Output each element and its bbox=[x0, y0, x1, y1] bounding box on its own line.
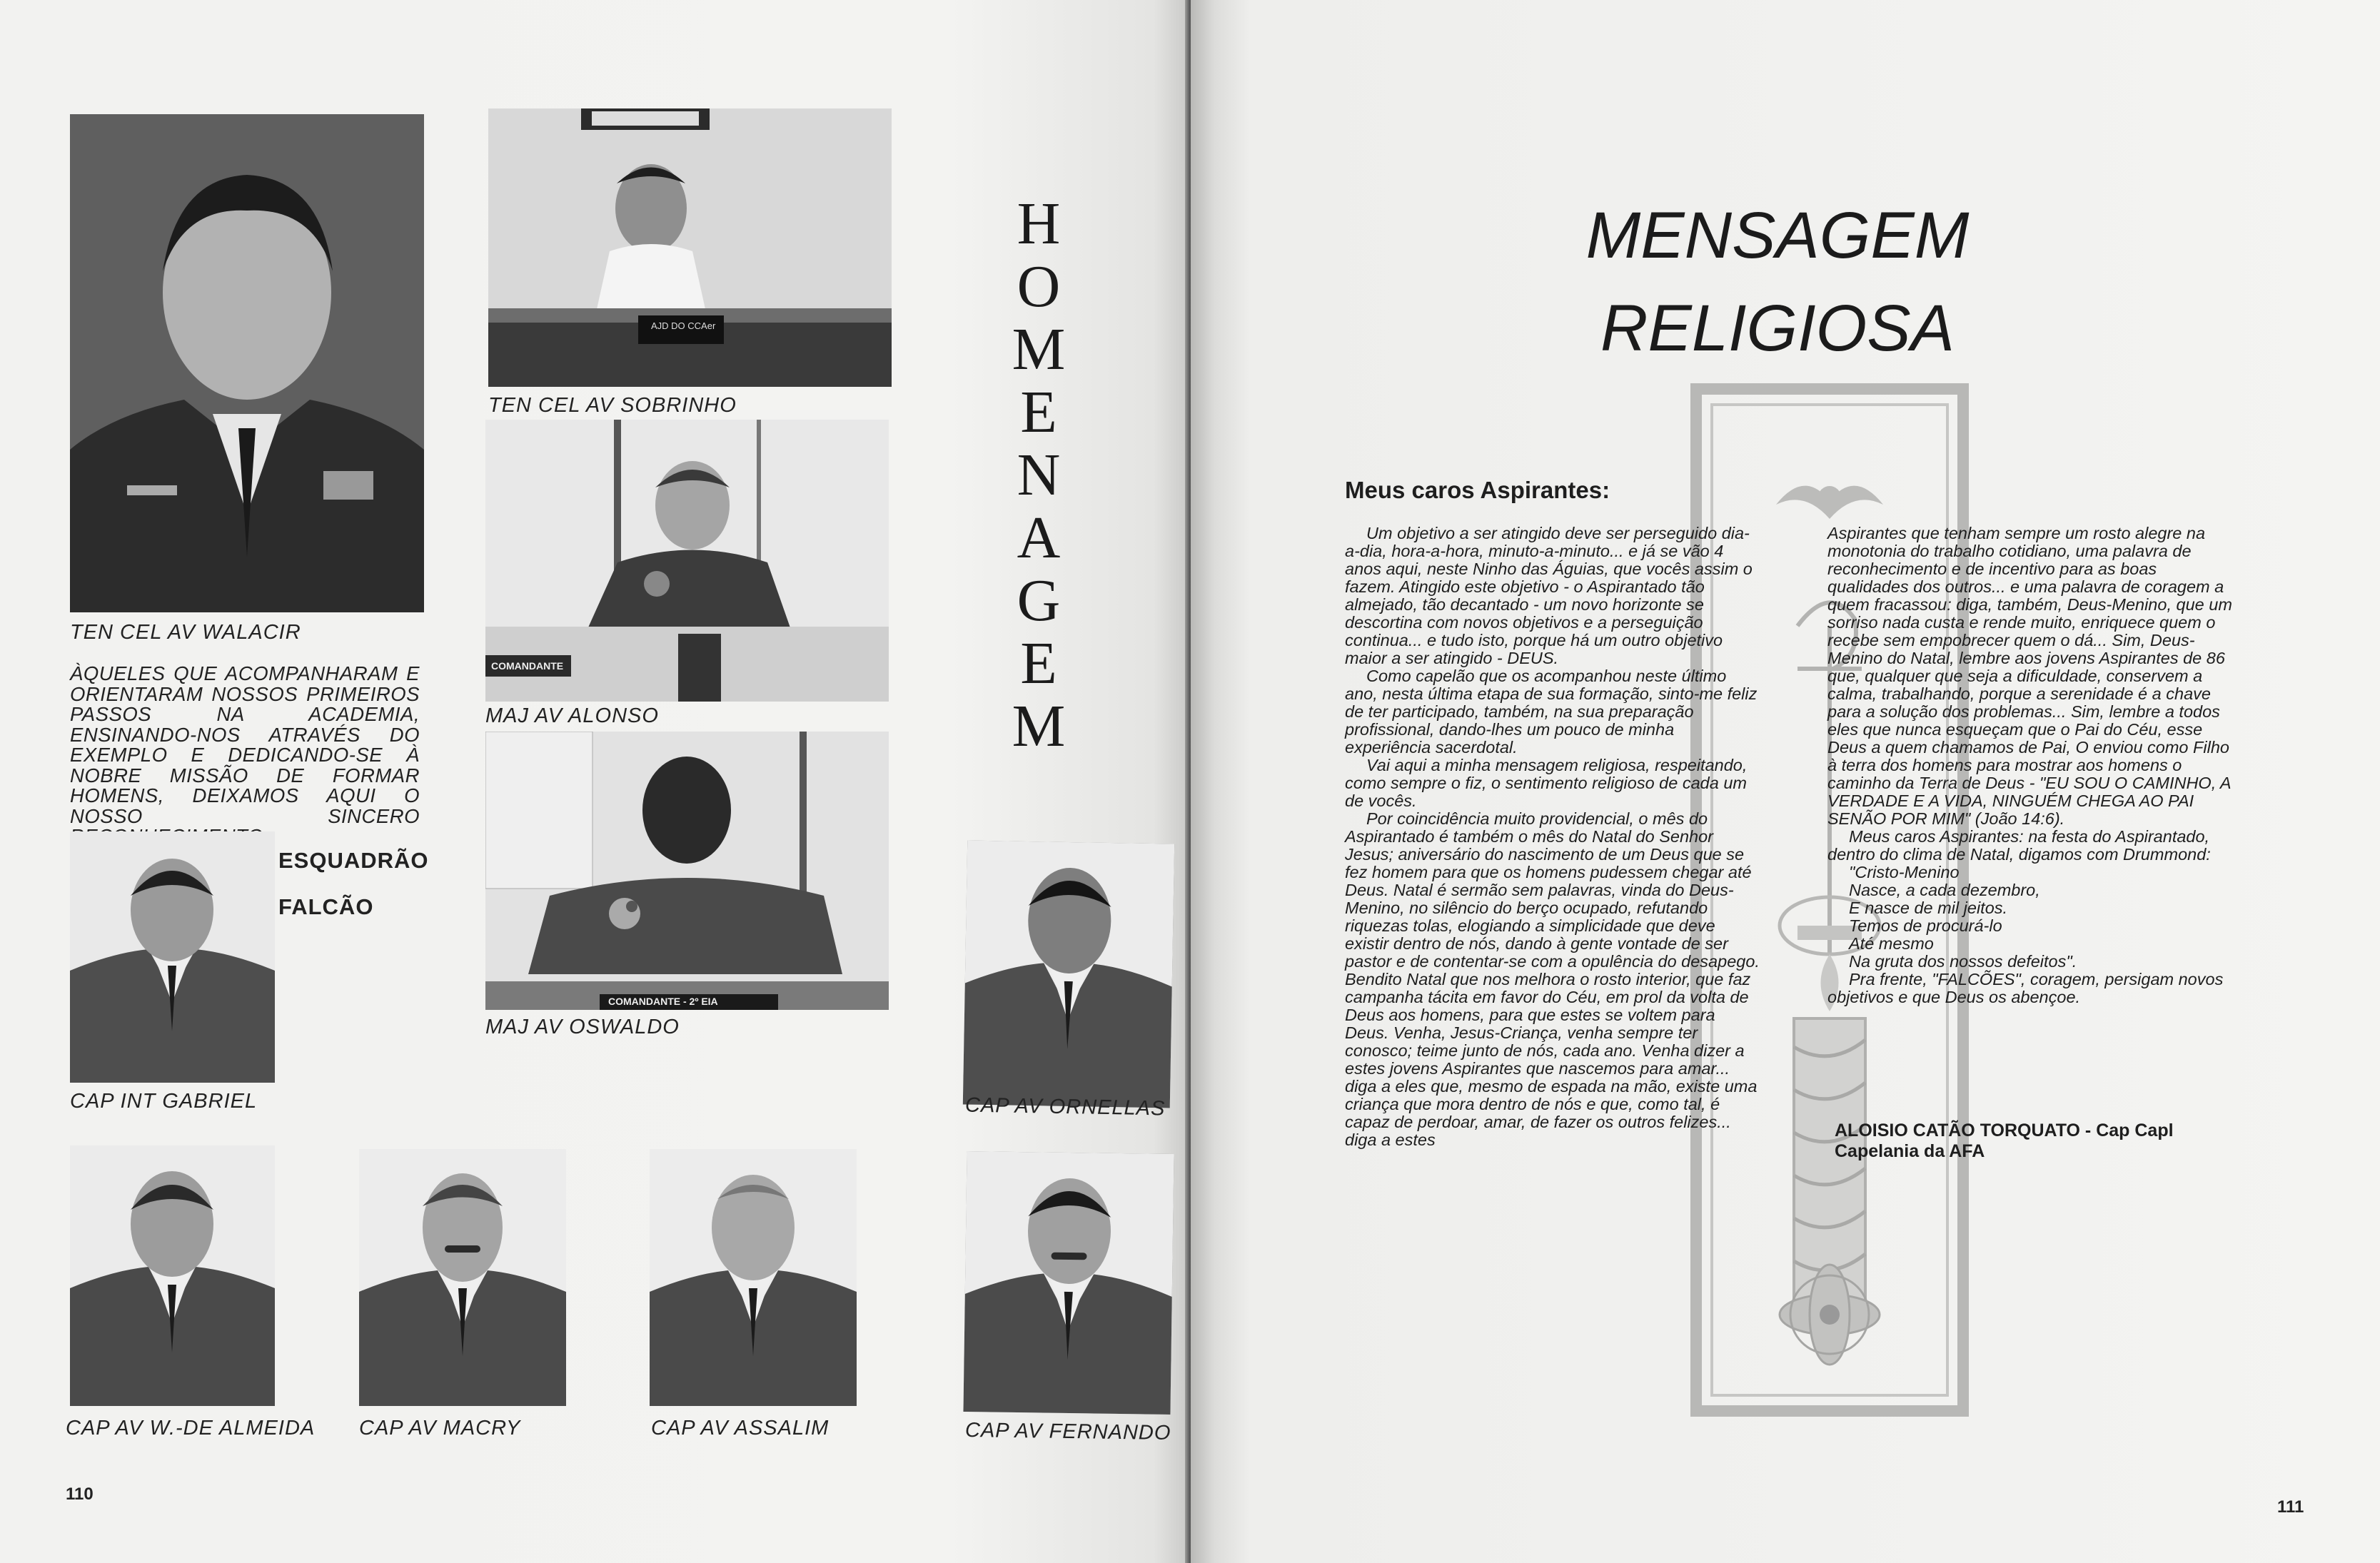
caption-w-de-almeida: CAP AV W.-DE ALMEIDA bbox=[66, 1417, 316, 1440]
caption-oswaldo: MAJ AV OSWALDO bbox=[485, 1016, 680, 1038]
caption-gabriel: CAP INT GABRIEL bbox=[70, 1090, 258, 1113]
caption-walacir: TEN CEL AV WALACIR bbox=[70, 621, 301, 644]
photo-alonso bbox=[485, 420, 889, 702]
page-number-right: 111 bbox=[2277, 1497, 2304, 1517]
caption-sobrinho: TEN CEL AV SOBRINHO bbox=[488, 394, 737, 417]
photo-fernando bbox=[963, 1151, 1174, 1415]
tribute-text: ÀQUELES QUE ACOMPANHARAM E ORIENTARAM NOSSOS PRIMEIROS PASSOS NA ACADEMIA, ENSINANDO-NOS ATRAVÉS DO EXEMPLO E DEDICANDO-SE À NOBRE MISSÃO DE FORMAR HOMENS, DEIXAMOS AQUI O NOSSO SINCERO bbox=[70, 662, 420, 827]
drummond-poem: "Cristo-Menino Nasce, a cada dezembro, E nasce de mil jeitos. Temos de procurá-lo Até mesmo Na gruta dos nossos defeitos". bbox=[1849, 863, 2077, 971]
photo-w-de-almeida bbox=[70, 1145, 275, 1406]
squadron-line2: FALCÃO bbox=[278, 894, 374, 919]
photo-sobrinho bbox=[488, 108, 892, 387]
signature: ALOISIO CATÃO TORQUATO - Cap Capl Capelania da AFA bbox=[1835, 1121, 2174, 1161]
photo-assalim bbox=[650, 1149, 857, 1406]
photo-ornellas bbox=[963, 840, 1174, 1108]
salutation: Meus caros Aspirantes: bbox=[1345, 477, 1610, 503]
caption-fernando: CAP AV FERNANDO bbox=[964, 1418, 1171, 1445]
sign-alonso: COMANDANTE bbox=[491, 660, 564, 672]
caption-ornellas: CAP AV ORNELLAS bbox=[964, 1093, 1166, 1121]
squadron-line1: ESQUADRÃO bbox=[278, 848, 429, 873]
caption-alonso: MAJ AV ALONSO bbox=[485, 704, 659, 727]
homenagem-title: H O M E N A G E M bbox=[1012, 191, 1066, 759]
sign-oswaldo: COMANDANTE - 2º EIA bbox=[608, 996, 718, 1007]
photo-oswaldo bbox=[485, 732, 889, 1010]
page-number-left: 110 bbox=[66, 1484, 94, 1504]
right-page bbox=[1191, 0, 2380, 1563]
message-column-2: Aspirantes que tenham sempre um rosto alegre na monotonia do trabalho cotidiano, uma palavra de reconhecimento e de incentivo para as boas qualidades dos outros... e uma palavra de coragem a quem fracassou: diga, também, Deus-Menino, que um sorriso nada custa e rende muito, enriquece quem o recebe sem empobrecer quem o dá... Sim, Deus-Menino do Natal, lembre aos jovens Aspirantes de 86 que, qualquer que seja a dificuldade, conservem a calma, trabalhando, porque a serenidade é a chave para a solução dos problemas... Sim, lembre a todos eles que nunca esqueçam que o Pai do Céu, esse Deus a quem chamamos de Pai, O enviou como Filho à terra dos homens para mostrar aos homens o caminho da Terra de Deus - "EU SOU O CAMINHO, A VERDADE E A VIDA, NINGUÉM CHEGA AO PAI SENÃO POR MIM" (João 14:6). Meus caros Aspirantes: na festa do Aspirantado, dentro do clima de Natal, digamos com Drummond: "Cristo-Menino Nasce, a cada dezembro, E nasce de mil jeitos. Temos de procurá-lo Até mesmo Na gruta dos nossos defeitos". Pra frente, "FALCÕES", coragem, persigam novos objetivos e que Deus os abençoe. bbox=[1827, 525, 2239, 1006]
mensagem-title: MENSAGEM RELIGIOSA bbox=[1585, 199, 1970, 365]
caption-macry: CAP AV MACRY bbox=[359, 1417, 521, 1440]
sign-sobrinho: AJD DO CCAer bbox=[651, 320, 716, 331]
left-page bbox=[0, 0, 1189, 1563]
photo-walacir bbox=[70, 114, 424, 612]
photo-macry bbox=[359, 1149, 566, 1406]
message-column-1: Um objetivo a ser atingido deve ser perseguido dia-a-dia, hora-a-hora, minuto-a-minuto... e já se vão 4 anos aqui, neste Ninho das Águias, que vocês assim o fazem. Atingido este objetivo - o Aspirantado tão almejado, tão decantado - um novo horizonte se descortina com novos objetivos e a perseguição continua... e tudo isto, porque há um outro objetivo maior a ser atingido - DEUS. Como capelão que os acompanhou neste último ano, nesta última etapa de sua formação, sinto-me feliz de ter participado, também, na sua preparação profissional, dando-lhes um pouco de minha experiência sacerdotal. Vai aqui a minha mensagem religiosa, respeitando, como sempre o fiz, o sentimento religioso de cada um de vocês. Por coincidência muito providencial, o mês do Aspirantado é também o mês do Natal do Senhor Jesus; aniversário do nascimento de um Deus que se fez homem para que os homens pudessem chegar até Deus. Natal é sermão sem palavras, vinda do Deus-Menino, no silêncio do berço ocupado, refutando riquezas tolas, elogiando a simplicidade que deve existir dentro de nós, dando à gente vontade de ser pastor e de contentar-se com a opulência do desapego. Bendito Natal que nos melhora o rosto interior, que faz campanha tácita em favor do Céu, em prol da volta de Deus aos homens, para que estes se voltem para Deus. Venha, Jesus-Criança, venha sempre ter conosco; teime junto de nós, cada ano. Venha dizer a estes jovens Aspirantes que nascemos para amar... diga a eles que, mesmo de espada na mão, existe uma criança que mora dentro de nós e que, como tal, é capaz de perdoar, amar, de fazer os outros felizes... diga a estes bbox=[1345, 524, 1760, 1149]
photo-gabriel bbox=[70, 831, 275, 1083]
caption-assalim: CAP AV ASSALIM bbox=[651, 1417, 830, 1440]
